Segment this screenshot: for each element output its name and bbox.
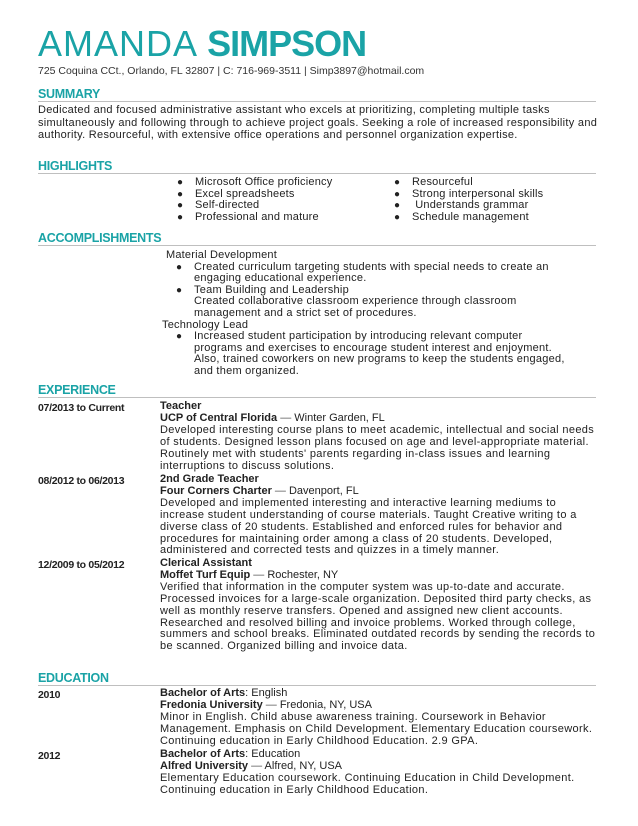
highlights-right-list <box>394 177 543 223</box>
bullet-icon: ● <box>176 261 183 273</box>
highlight-label: Microsoft Office proficiency <box>195 176 333 188</box>
highlight-label: Professional and mature <box>195 210 319 223</box>
bullet-icon: ● <box>177 211 184 223</box>
experience-heading: EXPERIENCE <box>38 383 116 397</box>
bullet-icon: ● <box>177 177 184 188</box>
dash-separator: — <box>250 568 268 581</box>
bullet-icon: ● <box>176 331 183 343</box>
job-entry <box>160 558 598 653</box>
accomplishment-group-title: Technology Lead <box>162 318 249 331</box>
bullet-icon: ● <box>176 284 183 296</box>
dash-separator: — <box>277 411 295 424</box>
accomplishment-text: engaging educational experience. <box>194 272 367 285</box>
accomplishment-text: Team Building and Leadership <box>194 283 349 296</box>
education-rule <box>38 685 596 686</box>
highlights-left-list <box>177 177 332 223</box>
job-entry <box>160 474 598 557</box>
list-item <box>394 212 543 224</box>
accomplishments-block <box>162 250 602 378</box>
degree: Bachelor of Arts <box>160 687 246 699</box>
job-dates: 07/2013 to Current <box>38 402 125 414</box>
education-description: Minor in English. Child abuse awareness training. Coursework in Behavior Management. Emphasis on Child Development. Elementary Education coursework. Continuing education in Early Childhood Education. 2.9 GPA. <box>160 710 593 747</box>
highlight-label: Excel spreadsheets <box>195 187 295 200</box>
school-location: Alfred, NY, USA <box>264 759 342 772</box>
accomplishment-text: management and a strict set of procedures. <box>194 306 417 319</box>
job-entry <box>160 401 598 472</box>
job-title: 2nd Grade Teacher <box>160 473 259 485</box>
degree-field: : English <box>245 687 288 699</box>
accomplishments-heading: ACCOMPLISHMENTS <box>38 231 162 245</box>
education-year: 2012 <box>38 750 61 762</box>
accomplishment-text: Created collaborative classroom experience through classroom <box>194 295 517 308</box>
dash-separator: — <box>248 759 265 772</box>
accomplishments-rule <box>38 245 596 246</box>
job-dates: 08/2012 to 06/2013 <box>38 475 125 487</box>
summary-heading: SUMMARY <box>38 87 101 101</box>
experience-rule <box>38 397 596 398</box>
accomplishment-group-title: Material Development <box>166 249 277 261</box>
last-name: SIMPSON <box>207 23 367 64</box>
job-description: Developed and implemented interesting and interactive learning mediums to increase student understanding of course materials. Taught Creative writing to a diverse class of 20 students. Established and enforced rules for behavior and procedures for maintaining order among a class of 20 students. Developed, administered and corrected tests and quizzes in a timely manner. <box>160 496 577 557</box>
education-entry <box>160 749 598 797</box>
school-name: Alfred University <box>160 759 249 772</box>
job-title: Clerical Assistant <box>160 557 252 569</box>
accomplishment-text: Also, trained coworkers on new programs to keep the students engaged, <box>194 353 565 366</box>
summary-text: Dedicated and focused administrative assistant who excels at prioritizing, completing multiple tasks simultaneously and following through to achieve project goals. Seeking a role of increased responsibility and authority. Resourceful, with extensive office operations and personnel organization expertise. <box>38 104 598 142</box>
accomplishment-text: and them organized. <box>194 364 300 377</box>
education-entry <box>160 688 598 748</box>
education-heading: EDUCATION <box>38 671 109 685</box>
accomplishment-text: Increased student participation by introducing relevant computer <box>194 330 523 343</box>
education-year: 2010 <box>38 689 61 701</box>
highlights-rule <box>38 173 596 174</box>
job-employer: UCP of Central Florida <box>160 411 278 424</box>
bullet-icon: ● <box>394 211 401 223</box>
job-description: Verified that information in the computer system was up-to-date and accurate. Processed invoices for a large-scale organization. Deposited third party checks, as well as monthly reserve transfers. Opened and assigned new client accounts. Researched and resolved billing and invoice problems. Worked through college, summers and school breaks. Eliminated outdated records by sending the records to be scanned. Organized billing and invoice data. <box>160 580 596 653</box>
bullet-icon: ● <box>394 200 401 211</box>
job-location: Rochester, NY <box>267 568 339 581</box>
school-name: Fredonia University <box>160 698 263 711</box>
job-dates: 12/2009 to 05/2012 <box>38 559 125 571</box>
list-item <box>177 212 332 224</box>
candidate-name <box>38 24 366 64</box>
bullet-icon: ● <box>394 188 401 200</box>
dash-separator: — <box>262 698 280 711</box>
dash-separator: — <box>271 484 289 497</box>
highlight-label: Schedule management <box>412 210 529 223</box>
job-location: Davenport, FL <box>288 484 359 497</box>
list-item <box>162 285 602 297</box>
bullet-icon: ● <box>394 177 401 188</box>
bullet-icon: ● <box>177 188 184 200</box>
highlight-label: Self-directed <box>195 199 260 211</box>
job-location: Winter Garden, FL <box>294 411 385 424</box>
education-description: Elementary Education coursework. Continuing Education in Child Development. Continuing education in Early Childhood Education. <box>160 771 575 796</box>
first-name: AMANDA <box>38 23 197 64</box>
job-description: Developed interesting course plans to meet academic, intellectual and social needs of students. Designed lesson plans focused on age and level-appropriate material. Routinely met with students' parents regarding in-class issues and learning interruptions to discuss solutions. <box>160 423 595 472</box>
degree: Bachelor of Arts <box>160 748 246 760</box>
accomplishment-text: programs and exercises to encourage student interest and enjoyment. <box>194 341 552 354</box>
highlight-label: Strong interpersonal skills <box>412 187 544 200</box>
summary-rule <box>38 101 596 102</box>
degree-field: : Education <box>245 748 301 760</box>
list-item <box>162 331 602 343</box>
accomplishment-text: Created curriculum targeting students with special needs to create an <box>194 260 549 273</box>
highlight-label: Resourceful <box>412 176 473 188</box>
highlights-heading: HIGHLIGHTS <box>38 159 113 173</box>
list-item <box>162 262 602 274</box>
bullet-icon: ● <box>177 200 184 211</box>
job-employer: Moffet Turf Equip <box>160 568 251 581</box>
job-employer: Four Corners Charter <box>160 484 272 497</box>
contact-line: 725 Coquina CCt., Orlando, FL 32807 | C: 716-969-3511 | Simp3897@hotmail.com <box>38 65 425 77</box>
highlight-label: Understands grammar <box>412 199 529 211</box>
job-title: Teacher <box>160 400 202 412</box>
school-location: Fredonia, NY, USA <box>279 698 372 711</box>
